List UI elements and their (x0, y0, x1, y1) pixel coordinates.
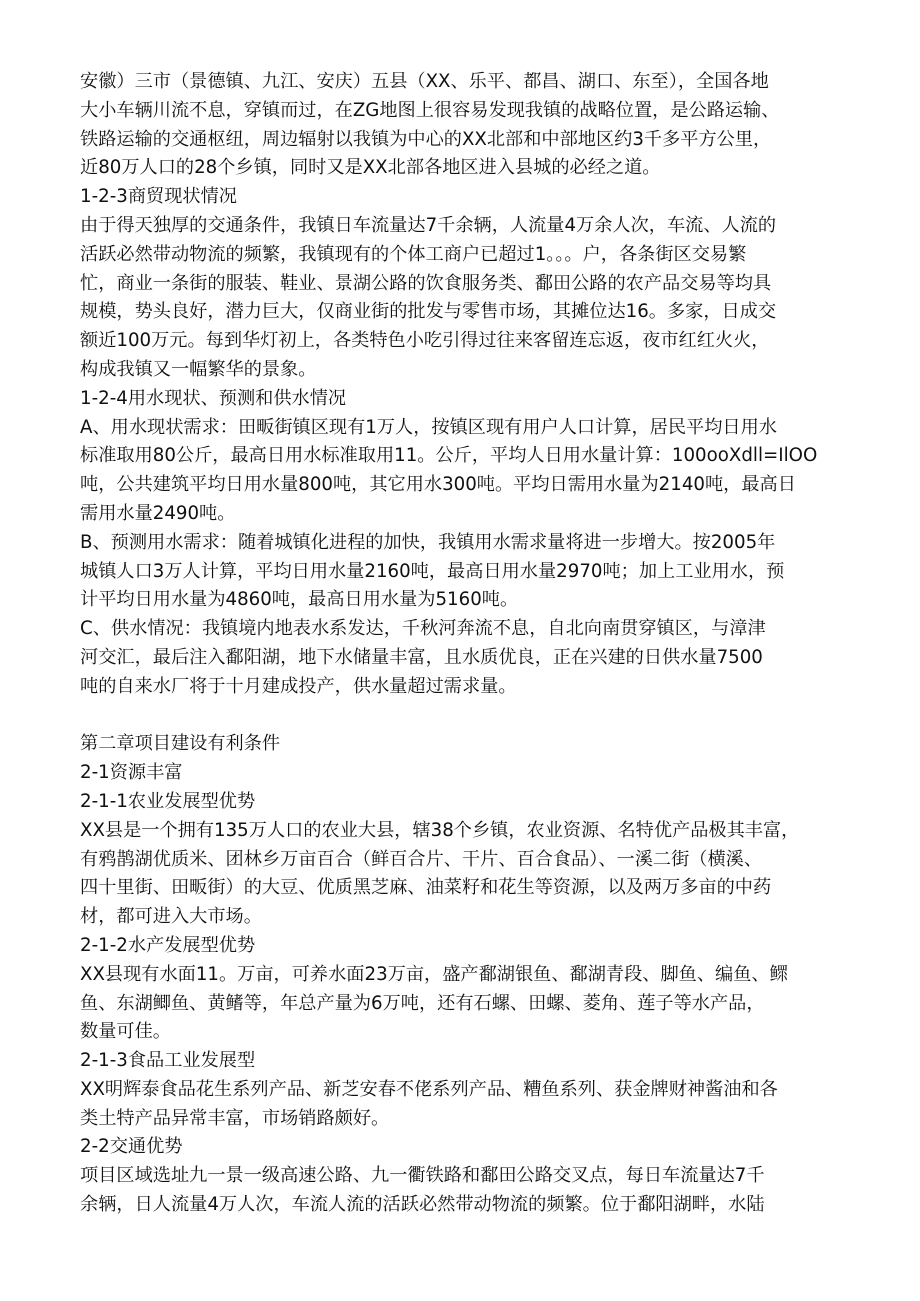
text-line: 城镇人口3万人计算，平均日用水量2160吨，最高日用水量2970吨；加上工业用水，预 (80, 560, 785, 582)
text-line: 额近100万元。每到华灯初上，各类特色小吃引得过往来客留连忘返，夜市红红火火， (80, 330, 770, 352)
text-line: 河交汇，最后注入鄱阳湖，地下水储量丰富，且水质优良，正在兴建的日供水量7500 (80, 646, 763, 668)
text-line: 有鸦鹊湖优质米、团林乡万亩百合（鲜百合片、干片、百合食品）、一溪二街（横溪、 (80, 848, 763, 870)
text-line: 计平均日用水量为4860吨，最高日用水量为5160吨。 (80, 589, 519, 611)
text-line: 1-2-3商贸现状情况 (80, 186, 237, 208)
text-line: 1-2-4用水现状、预测和供水情况 (80, 387, 347, 409)
text-line: 构成我镇又一幅繁华的景象。 (80, 358, 317, 380)
text-line: 四十里街、田畈街）的大豆、优质黑芝麻、油菜籽和花生等资源，以及两万多亩的中药 (80, 877, 772, 899)
text-line: 安徽）三市（景德镇、九江、安庆）五县（XX、乐平、都昌、湖口、东至），全国各地 (80, 71, 769, 92)
text-line: 由于得天独厚的交通条件，我镇日车流量达7千余辆，人流量4万余人次，车流、人流的 (80, 214, 777, 236)
text-line: 吨，公共建筑平均日用水量800吨，其它用水300吨。平均日需用水量为2140吨，最高日 (80, 474, 796, 496)
text-line: 2-1-1农业发展型优势 (80, 790, 256, 812)
text-line: 2-1-2水产发展型优势 (80, 934, 256, 956)
text-line: C、供水情况：我镇境内地表水系发达，千秋河奔流不息，自北向南贯穿镇区，与漳津 (80, 618, 766, 640)
text-line: 忙，商业一条街的服装、鞋业、景湖公路的饮食服务类、鄱田公路的农产品交易等均具 (80, 272, 772, 294)
text-line: 大小车辆川流不息，穿镇而过，在ZG地图上很容易发现我镇的战略位置，是公路运输、 (80, 99, 780, 121)
text-line: 2-1-3食品工业发展型 (80, 1050, 256, 1072)
text-line: 数量可佳。 (80, 1021, 171, 1043)
text-line: B、预测用水需求：随着城镇化进程的加快，我镇用水需求量将进一步增大。按2005年 (80, 531, 776, 553)
document-page (80, 68, 850, 1220)
text-line: 类土特产品异常丰富，市场销路颇好。 (80, 1107, 390, 1129)
text-line: XX明辉泰食品花生系列产品、新芝安春不佬系列产品、糟鱼系列、获金牌财神酱油和各 (80, 1078, 778, 1100)
text-line: A、用水现状需求：田畈街镇区现有1万人，按镇区现有用户人口计算，居民平均日用水 (80, 416, 777, 438)
text-line: 规模，势头良好，潜力巨大，仅商业街的批发与零售市场，其摊位达16。多家，日成交 (80, 301, 777, 323)
text-line: 第二章项目建设有利条件 (80, 733, 281, 755)
blank-line (80, 702, 850, 731)
text-line: 标准取用80公斤，最高日用水标准取用11。公斤，平均人日用水量计算：100ooXdll=IlOO (80, 445, 818, 467)
text-line: XX县现有水面11。万亩，可养水面23万亩，盛产鄱湖银鱼、鄱湖青段、脚鱼、编鱼、鳏 (80, 963, 788, 985)
text-line: 活跃必然带动物流的频繁，我镇现有的个体工商户已超过1。。。户，各条街区交易繁 (80, 243, 747, 265)
text-line: 近80万人口的28个乡镇，同时又是XX北部各地区进入县城的必经之道。 (80, 157, 661, 179)
text-line: 吨的自来水厂将于十月建成投产，供水量超过需求量。 (80, 675, 517, 697)
text-line: XX县是一个拥有135万人口的农业大县，辖38个乡镇，农业资源、名特优产品极其丰富， (80, 819, 800, 841)
text-line: 材，都可进入大市场。 (80, 906, 262, 928)
text-line: 项目区域选址九一景一级高速公路、九一衢铁路和鄱田公路交叉点，每日车流量达7千 (80, 1165, 765, 1187)
text-line: 2-2交通优势 (80, 1136, 183, 1158)
text-line: 鱼、东湖鲫鱼、黄鳍等，年总产量为6万吨，还有石螺、田螺、菱角、莲子等水产品， (80, 992, 765, 1014)
text-line: 2-1资源丰富 (80, 762, 183, 784)
text-line: 余辆，日人流量4万人次，车流人流的活跃必然带动物流的频繁。位于鄱阳湖畔，水陆 (80, 1194, 765, 1216)
text-line: 需用水量2490吨。 (80, 502, 236, 524)
text-line: 铁路运输的交通枢纽，周边辐射以我镇为中心的XX北部和中部地区约3千多平方公里， (80, 128, 772, 150)
